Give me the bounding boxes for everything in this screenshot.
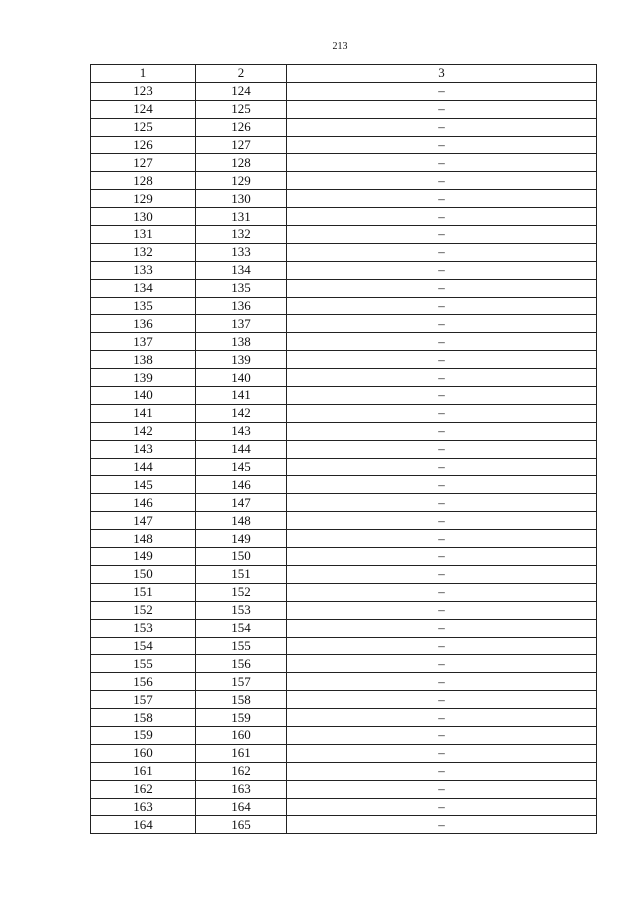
table-cell-col1: 127 (91, 154, 196, 172)
table-cell-col3: – (287, 458, 597, 476)
table-cell-col1: 146 (91, 494, 196, 512)
table-cell-col2: 151 (196, 565, 287, 583)
table-row (91, 243, 597, 261)
table-row (91, 440, 597, 458)
table-cell-col1: 144 (91, 458, 196, 476)
table-cell-col3: – (287, 279, 597, 297)
table-cell-col3: – (287, 673, 597, 691)
table-cell-col3: – (287, 512, 597, 530)
table-cell-col3: – (287, 154, 597, 172)
table-cell-col1: 131 (91, 226, 196, 244)
table-cell-col2: 127 (196, 136, 287, 154)
table-cell-col2: 131 (196, 208, 287, 226)
table-cell-col2: 130 (196, 190, 287, 208)
table-cell-col1: 145 (91, 476, 196, 494)
table-row (91, 565, 597, 583)
table-cell-col1: 134 (91, 279, 196, 297)
table-cell-col3: – (287, 709, 597, 727)
table-cell-col2: 153 (196, 601, 287, 619)
table-cell-col3: – (287, 333, 597, 351)
table-cell-col2: 128 (196, 154, 287, 172)
table-cell-col3: – (287, 744, 597, 762)
table-cell-col2: 142 (196, 404, 287, 422)
table-row (91, 709, 597, 727)
table-row (91, 190, 597, 208)
table-cell-col1: 142 (91, 422, 196, 440)
table-cell-col1: 162 (91, 780, 196, 798)
table-cell-col1: 156 (91, 673, 196, 691)
table-row (91, 154, 597, 172)
table-cell-col2: 163 (196, 780, 287, 798)
table-cell-col1: 164 (91, 816, 196, 834)
table-row (91, 100, 597, 118)
table-row (91, 118, 597, 136)
table-row (91, 458, 597, 476)
table-row (91, 583, 597, 601)
table-cell-col3: – (287, 601, 597, 619)
table-cell-col1: 128 (91, 172, 196, 190)
table-row (91, 422, 597, 440)
table-row (91, 673, 597, 691)
table-cell-col1: 155 (91, 655, 196, 673)
table-body (91, 82, 597, 833)
table-cell-col1: 139 (91, 369, 196, 387)
table-cell-col2: 136 (196, 297, 287, 315)
table-cell-col2: 155 (196, 637, 287, 655)
table-row (91, 261, 597, 279)
table-header (91, 65, 597, 83)
table-cell-col1: 141 (91, 404, 196, 422)
header-row (91, 65, 597, 83)
table-cell-col1: 149 (91, 548, 196, 566)
table-cell-col1: 153 (91, 619, 196, 637)
table-cell-col3: – (287, 422, 597, 440)
table-row (91, 762, 597, 780)
table-cell-col2: 164 (196, 798, 287, 816)
table-cell-col2: 129 (196, 172, 287, 190)
table-cell-col2: 152 (196, 583, 287, 601)
column-header-1: 1 (91, 65, 196, 83)
table-cell-col2: 138 (196, 333, 287, 351)
table-cell-col3: – (287, 440, 597, 458)
table-row (91, 619, 597, 637)
table-row (91, 82, 597, 100)
table-row (91, 404, 597, 422)
table-row (91, 315, 597, 333)
table-cell-col3: – (287, 297, 597, 315)
table-cell-col1: 140 (91, 387, 196, 405)
table-cell-col1: 125 (91, 118, 196, 136)
table-cell-col1: 159 (91, 726, 196, 744)
table-row (91, 798, 597, 816)
table-row (91, 136, 597, 154)
table-cell-col3: – (287, 637, 597, 655)
table-cell-col1: 132 (91, 243, 196, 261)
table-cell-col1: 136 (91, 315, 196, 333)
table-cell-col3: – (287, 548, 597, 566)
table-cell-col2: 145 (196, 458, 287, 476)
table-cell-col1: 138 (91, 351, 196, 369)
table-cell-col1: 152 (91, 601, 196, 619)
table-cell-col2: 132 (196, 226, 287, 244)
table-cell-col3: – (287, 387, 597, 405)
table-cell-col1: 147 (91, 512, 196, 530)
table-row (91, 476, 597, 494)
table-cell-col2: 133 (196, 243, 287, 261)
table-cell-col3: – (287, 565, 597, 583)
table-cell-col3: – (287, 351, 597, 369)
table-row (91, 548, 597, 566)
table-cell-col2: 146 (196, 476, 287, 494)
table-row (91, 637, 597, 655)
table-cell-col1: 124 (91, 100, 196, 118)
table-row (91, 494, 597, 512)
table-row (91, 726, 597, 744)
table-cell-col2: 156 (196, 655, 287, 673)
table-cell-col3: – (287, 82, 597, 100)
table-cell-col1: 130 (91, 208, 196, 226)
table-cell-col1: 126 (91, 136, 196, 154)
table-cell-col3: – (287, 476, 597, 494)
table-cell-col2: 125 (196, 100, 287, 118)
table-row (91, 333, 597, 351)
table-cell-col2: 161 (196, 744, 287, 762)
table-cell-col3: – (287, 780, 597, 798)
table-row (91, 744, 597, 762)
table-cell-col3: – (287, 530, 597, 548)
table-cell-col3: – (287, 190, 597, 208)
table-cell-col2: 160 (196, 726, 287, 744)
table-cell-col3: – (287, 583, 597, 601)
table-cell-col3: – (287, 798, 597, 816)
table-row (91, 601, 597, 619)
table-cell-col1: 158 (91, 709, 196, 727)
table-cell-col2: 157 (196, 673, 287, 691)
table-cell-col3: – (287, 691, 597, 709)
table-cell-col2: 139 (196, 351, 287, 369)
table-cell-col1: 154 (91, 637, 196, 655)
data-table (90, 64, 597, 834)
table-cell-col2: 137 (196, 315, 287, 333)
table-cell-col3: – (287, 655, 597, 673)
table-cell-col3: – (287, 208, 597, 226)
table-row (91, 351, 597, 369)
table-cell-col3: – (287, 619, 597, 637)
table-cell-col1: 143 (91, 440, 196, 458)
table-cell-col2: 134 (196, 261, 287, 279)
table-cell-col1: 160 (91, 744, 196, 762)
table-cell-col1: 163 (91, 798, 196, 816)
table-cell-col2: 147 (196, 494, 287, 512)
table-cell-col3: – (287, 226, 597, 244)
table-cell-col1: 151 (91, 583, 196, 601)
table-row (91, 172, 597, 190)
table-row (91, 816, 597, 834)
table-cell-col2: 144 (196, 440, 287, 458)
page-number: 213 (332, 41, 348, 52)
table-cell-col1: 135 (91, 297, 196, 315)
table-cell-col3: – (287, 816, 597, 834)
table-cell-col2: 141 (196, 387, 287, 405)
table-cell-col2: 124 (196, 82, 287, 100)
table-row (91, 691, 597, 709)
table-cell-col2: 165 (196, 816, 287, 834)
table-cell-col3: – (287, 494, 597, 512)
table-cell-col3: – (287, 261, 597, 279)
table-cell-col1: 161 (91, 762, 196, 780)
table-cell-col3: – (287, 100, 597, 118)
table-row (91, 512, 597, 530)
table-row (91, 530, 597, 548)
table-cell-col2: 162 (196, 762, 287, 780)
table-cell-col2: 149 (196, 530, 287, 548)
table-cell-col2: 154 (196, 619, 287, 637)
table-cell-col3: – (287, 726, 597, 744)
table-cell-col3: – (287, 762, 597, 780)
table-row (91, 208, 597, 226)
table-cell-col2: 140 (196, 369, 287, 387)
table-cell-col1: 157 (91, 691, 196, 709)
column-header-3: 3 (287, 65, 597, 83)
table-cell-col3: – (287, 118, 597, 136)
table-row (91, 279, 597, 297)
table-row (91, 655, 597, 673)
table-row (91, 226, 597, 244)
table-cell-col1: 123 (91, 82, 196, 100)
table-row (91, 369, 597, 387)
table-cell-col2: 143 (196, 422, 287, 440)
table-cell-col2: 126 (196, 118, 287, 136)
table-cell-col3: – (287, 136, 597, 154)
table-cell-col1: 129 (91, 190, 196, 208)
table-row (91, 780, 597, 798)
table-cell-col3: – (287, 369, 597, 387)
table-cell-col3: – (287, 404, 597, 422)
table-row (91, 387, 597, 405)
table-cell-col3: – (287, 243, 597, 261)
table-cell-col1: 137 (91, 333, 196, 351)
table-row (91, 297, 597, 315)
table-cell-col1: 148 (91, 530, 196, 548)
table-cell-col1: 133 (91, 261, 196, 279)
table-cell-col2: 158 (196, 691, 287, 709)
table-cell-col2: 135 (196, 279, 287, 297)
table-cell-col3: – (287, 315, 597, 333)
column-header-2: 2 (196, 65, 287, 83)
table-cell-col1: 150 (91, 565, 196, 583)
table-cell-col3: – (287, 172, 597, 190)
table-cell-col2: 148 (196, 512, 287, 530)
table-cell-col2: 150 (196, 548, 287, 566)
table-cell-col2: 159 (196, 709, 287, 727)
